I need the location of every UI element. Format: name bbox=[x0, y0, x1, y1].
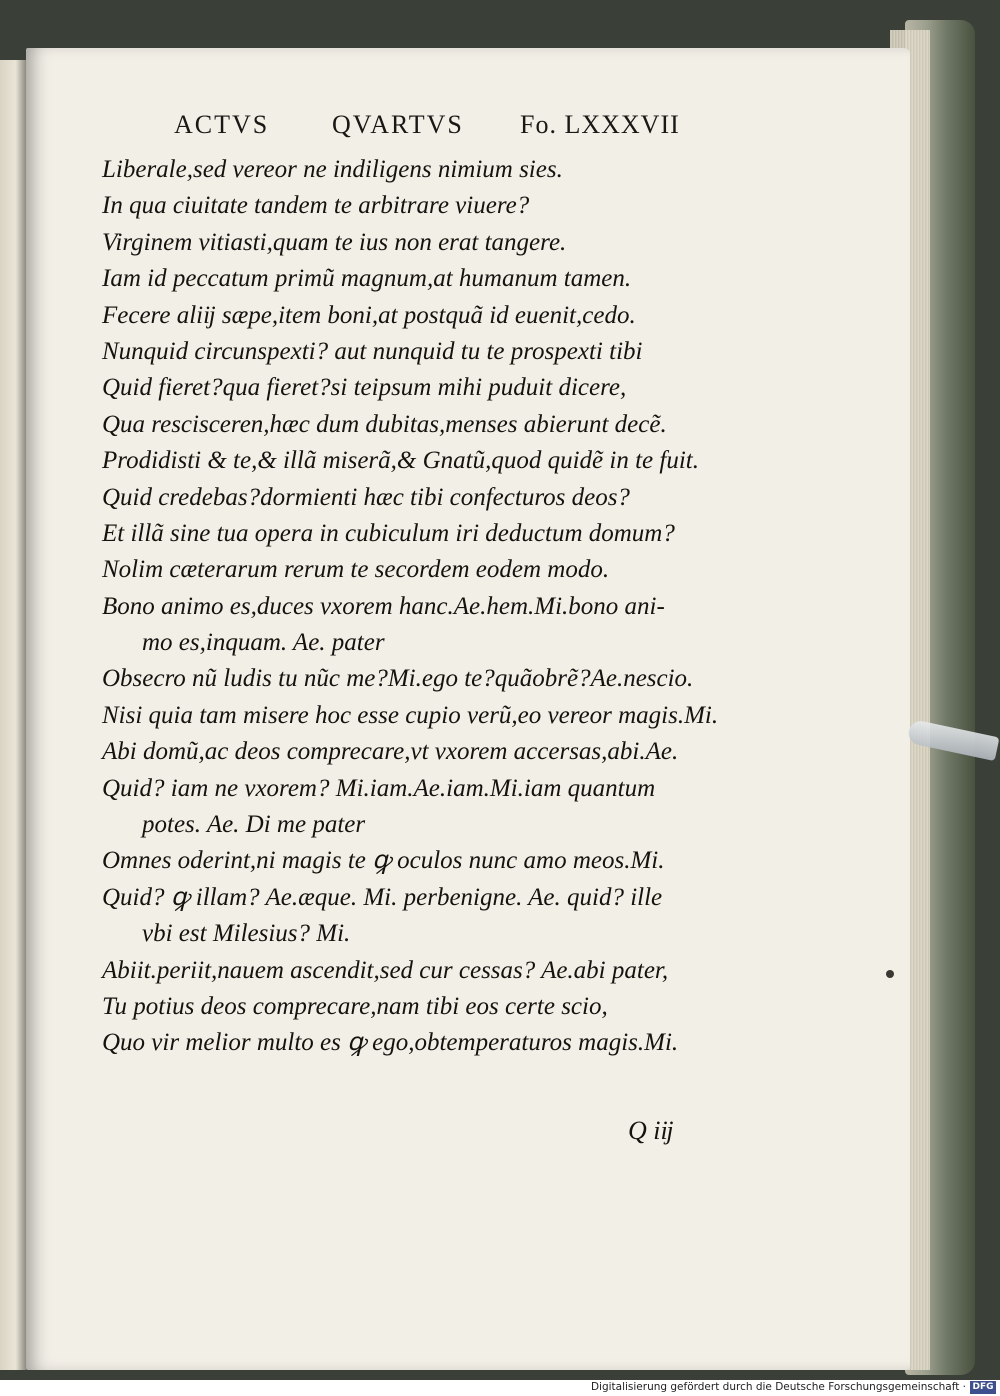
verse-line-continuation: potes. Ae. Di me pater bbox=[142, 811, 366, 839]
header-act-number: QVARTVS bbox=[332, 110, 464, 139]
verse-line: Quo vir melior multo es ꝙ ego,obtemperaturos magis.Mi. bbox=[102, 1029, 679, 1057]
verse-line: Bono animo es,duces vxorem hanc.Ae.hem.Mi.bono ani- bbox=[102, 592, 665, 620]
verse-line: Obsecro nũ ludis tu nũc me?Mi.ego te?quãobrẽ?Ae.nescio. bbox=[102, 665, 694, 693]
running-header bbox=[150, 110, 740, 146]
verse-line: Virginem vitiasti,quam te ius non erat tangere. bbox=[102, 228, 567, 256]
verse-line: Prodidisti & te,& illã miserã,& Gnatũ,quod quidẽ in te fuit. bbox=[102, 447, 699, 475]
verse-line: Abiit.periit,nauem ascendit,sed cur cessas? Ae.abi pater, bbox=[102, 956, 669, 984]
verse-line: Quid? ꝙ illam? Ae.æque. Mi. perbenigne. Ae. quid? ille bbox=[102, 883, 663, 911]
verse-line-continuation: vbi est Milesius? Mi. bbox=[142, 920, 351, 948]
verse-line: Tu potius deos comprecare,nam tibi eos certe scio, bbox=[102, 992, 608, 1020]
verse-line: Iam id peccatum primũ magnum,at humanum tamen. bbox=[102, 265, 632, 293]
signature-mark: Q iĳ bbox=[628, 1116, 674, 1145]
verse-text bbox=[102, 152, 782, 1062]
verse-line: Qua rescisceren,hæc dum dubitas,menses abierunt decẽ. bbox=[102, 410, 667, 438]
verse-line: In qua ciuitate tandem te arbitrare viuere? bbox=[102, 192, 530, 220]
verse-line-continuation: mo es,inquam. Ae. pater bbox=[142, 629, 385, 657]
verse-line: Nisi quia tam misere hoc esse cupio verũ,eo vereor magis.Mi. bbox=[102, 701, 719, 729]
verse-line: Nunquid circunspexti? aut nunquid tu te prospexti tibi bbox=[102, 337, 643, 365]
folio-number: Fo. LXXXVII bbox=[520, 110, 680, 139]
dfg-logo: DFG bbox=[970, 1381, 996, 1394]
verse-line: Liberale,sed vereor ne indiligens nimium sies. bbox=[102, 156, 563, 183]
header-act: ACTVS bbox=[174, 110, 270, 139]
verse-line: Omnes oderint,ni magis te ꝙ oculos nunc amo meos.Mi. bbox=[102, 847, 665, 875]
verse-line: Quid fieret?qua fieret?si teipsum mihi puduit dicere, bbox=[102, 374, 627, 402]
left-page-sliver bbox=[0, 60, 26, 1370]
verse-line: Nolim cæterarum rerum te secordem eodem modo. bbox=[102, 556, 610, 584]
funding-credit: Digitalisierung gefördert durch die Deutsche Forschungsgemeinschaft · bbox=[590, 1381, 966, 1393]
verse-line: Et illã sine tua opera in cubiculum iri deductum domum? bbox=[102, 519, 675, 547]
verse-line: Fecere aliĳ sæpe,item boni,at postquã id euenit,cedo. bbox=[102, 301, 636, 329]
verse-line: Quid credebas?dormienti hæc tibi confecturos deos? bbox=[102, 483, 630, 511]
verse-line: Abi domũ,ac deos comprecare,vt vxorem accersas,abi.Ae. bbox=[102, 738, 679, 766]
ink-dot bbox=[886, 970, 894, 978]
verse-line: Quid? iam ne vxorem? Mi.iam.Ae.iam.Mi.iam quantum bbox=[102, 774, 656, 802]
